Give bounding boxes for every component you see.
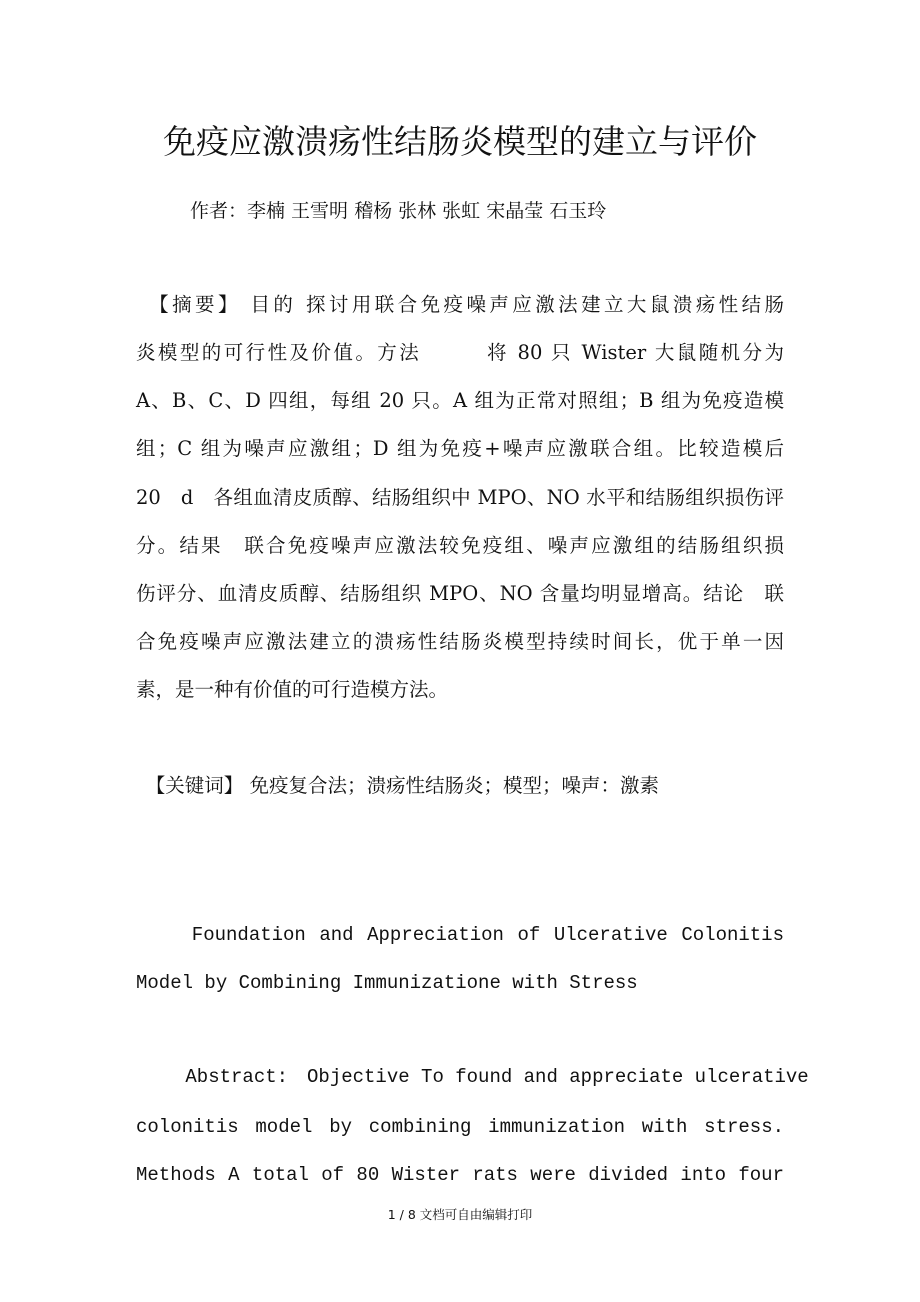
abstract-line: 组；C 组为噪声应激组；D 组为免疫+噪声应激联合组。比较造模后 (136, 437, 784, 460)
abstract-line: A、B、C、D 四组，每组 20 只。A 组为正常对照组；B 组为免疫造模 (136, 389, 784, 412)
abstract-line: 分。结果 联合免疫噪声应激法较免疫组、噪声应激组的结肠组织损 (136, 534, 784, 557)
english-title-line: Model by Combining Immunizatione with Stress (136, 972, 638, 994)
keywords: 【关键词】 免疫复合法；溃疡性结肠炎；模型；噪声：激素 (136, 774, 659, 797)
abstract-line: 伤评分、血清皮质醇、结肠组织 MPO、NO 含量均明显增高。结论 联 (136, 582, 784, 605)
abstract-line: 【摘要】 目的 探讨用联合免疫噪声应激法建立大鼠溃疡性结肠 (136, 293, 784, 316)
page-footer: 1 / 8 文档可自由编辑打印 (387, 1207, 533, 1222)
abstract-en-line: Methods A total of 80 Wister rats were divided into four (136, 1164, 784, 1186)
abstract-line: 炎模型的可行性及价值。方法 将 80 只 Wister 大鼠随机分为 (136, 341, 784, 364)
abstract-line: 20 d 各组血清皮质醇、结肠组织中 MPO、NO 水平和结肠组织损伤评 (136, 486, 784, 509)
abstract-en-line: colonitis model by combining immunization with stress. (136, 1116, 784, 1138)
english-title-line: Foundation and Appreciation of Ulcerative Colonitis (136, 924, 784, 946)
authors: 作者：李楠 王雪明 稽杨 张林 张虹 宋晶莹 石玉玲 (190, 200, 607, 222)
abstract-line: 合免疫噪声应激法建立的溃疡性结肠炎模型持续时间长，优于单一因 (136, 630, 784, 653)
abstract-en-line: Abstract: Objective To found and appreciate ulcerative (136, 1066, 809, 1088)
abstract-line: 素，是一种有价值的可行造模方法。 (136, 678, 449, 701)
document-title: 免疫应激溃疡性结肠炎模型的建立与评价 (163, 122, 757, 161)
